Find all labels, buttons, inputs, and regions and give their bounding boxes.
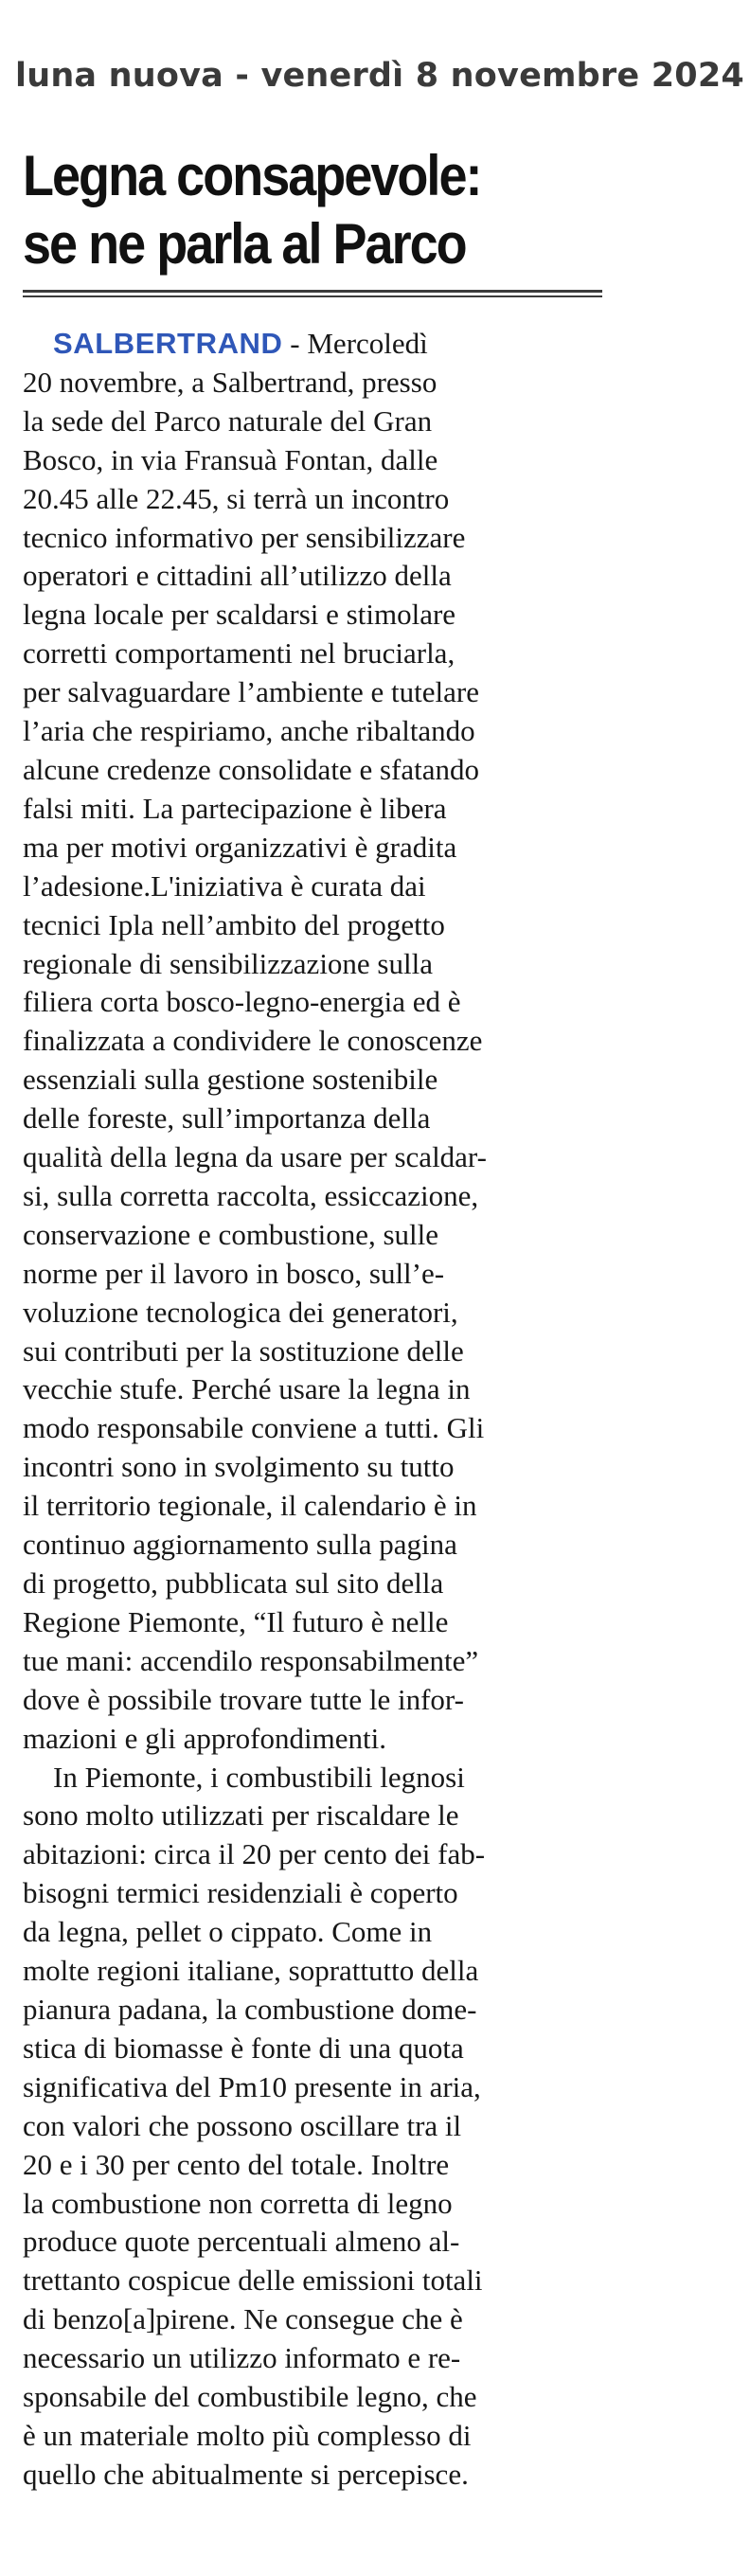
article-line: la combustione non corretta di legno bbox=[23, 2186, 453, 2220]
article-line: tue mani: accendilo responsabilmente” bbox=[23, 1643, 479, 1677]
article-line: abitazioni: circa il 20 per cento dei fab- bbox=[23, 1837, 486, 1871]
article-line: falsi miti. La partecipazione è libera bbox=[23, 791, 447, 825]
article-line: di benzo[a]pirene. Ne consegue che è bbox=[23, 2302, 463, 2336]
dateline: SALBERTRAND bbox=[53, 327, 283, 360]
article-line: legna locale per scaldarsi e stimolare bbox=[23, 598, 456, 632]
article-body bbox=[23, 325, 591, 2495]
article-line: continuo aggiornamento sulla pagina bbox=[23, 1528, 457, 1562]
article-line: bisogni termici residenziali è coperto bbox=[23, 1876, 458, 1910]
article-line: filiera corta bosco-legno-energia ed è bbox=[23, 985, 461, 1019]
article-line: qualità della legna da usare per scaldar- bbox=[23, 1140, 487, 1174]
article-line: alcune credenze consolidate e sfatando bbox=[23, 752, 479, 786]
article-line: trettanto cospicue delle emissioni totali bbox=[23, 2263, 483, 2298]
article-line: vecchie stufe. Perché usare la legna in bbox=[23, 1372, 471, 1406]
article-line: mazioni e gli approfondimenti. bbox=[23, 1721, 386, 1755]
article-line: da legna, pellet o cippato. Come in bbox=[23, 1915, 433, 1949]
article-line: Regione Piemonte, “Il futuro è nelle bbox=[23, 1604, 449, 1638]
article-line: molte regioni italiane, soprattutto della bbox=[23, 1954, 479, 1988]
article-line: incontri sono in svolgimento su tutto bbox=[23, 1450, 455, 1484]
headline-rule-top bbox=[23, 290, 602, 293]
article-line: per salvaguardare l’ambiente e tutelare bbox=[23, 675, 479, 709]
article-line: produce quote percentuali almeno al- bbox=[23, 2225, 460, 2259]
headline-rule-bottom bbox=[23, 295, 602, 297]
article-line: Bosco, in via Fransuà Fontan, dalle bbox=[23, 442, 438, 476]
headline bbox=[23, 142, 543, 278]
headline-line-1: Legna consapevole: bbox=[23, 144, 481, 207]
headline-line-2: se ne parla al Parco bbox=[23, 212, 466, 276]
article-line: significativa del Pm10 presente in aria, bbox=[23, 2069, 481, 2103]
article-line: stica di biomasse è fonte di una quota bbox=[23, 2030, 464, 2065]
article-line: corretti comportamenti nel bruciarla, bbox=[23, 636, 455, 671]
article-line: sui contributi per la sostituzione delle bbox=[23, 1333, 464, 1368]
article-line: dove è possibile trovare tutte le infor- bbox=[23, 1682, 464, 1716]
article-line: modo responsabile conviene a tutti. Gli bbox=[23, 1411, 485, 1445]
article-line-text: - Mercoledì bbox=[282, 327, 428, 360]
article-line: il territorio tegionale, il calendario è in bbox=[23, 1489, 477, 1523]
article-line: In Piemonte, i combustibili legnosi bbox=[53, 1760, 465, 1794]
article-line: regionale di sensibilizzazione sulla bbox=[23, 946, 433, 980]
article-line: norme per il lavoro in bosco, sull’e- bbox=[23, 1256, 445, 1290]
article-line: 20 novembre, a Salbertrand, presso bbox=[23, 365, 438, 399]
article-line: 20 e i 30 per cento del totale. Inoltre bbox=[23, 2147, 450, 2181]
article-line: è un materiale molto più complesso di bbox=[23, 2418, 472, 2452]
article-line: si, sulla corretta raccolta, essiccazione, bbox=[23, 1178, 479, 1212]
article-line: conservazione e combustione, sulle bbox=[23, 1217, 439, 1251]
masthead: luna nuova - venerdì 8 novembre 2024 bbox=[15, 57, 744, 95]
article-line: l’adesione.L'iniziativa è curata dai bbox=[23, 868, 426, 903]
article-line: ma per motivi organizzativi è gradita bbox=[23, 830, 457, 864]
article-line: pianura padana, la combustione dome- bbox=[23, 1992, 477, 2026]
article-line: voluzione tecnologica dei generatori, bbox=[23, 1295, 458, 1329]
article-line: sponsabile del combustibile legno, che bbox=[23, 2380, 477, 2414]
article-line: la sede del Parco naturale del Gran bbox=[23, 403, 433, 438]
article-line bbox=[23, 325, 591, 364]
article-line: essenziali sulla gestione sostenibile bbox=[23, 1063, 438, 1097]
article-line: tecnici Ipla nell’ambito del progetto bbox=[23, 907, 445, 941]
article-line: delle foreste, sull’importanza della bbox=[23, 1101, 431, 1136]
article-line: l’aria che respiriamo, anche ribaltando bbox=[23, 714, 475, 748]
article-line: quello che abitualmente si percepisce. bbox=[23, 2457, 469, 2491]
article-line: operatori e cittadini all’utilizzo della bbox=[23, 559, 452, 593]
article-line: sono molto utilizzati per riscaldare le bbox=[23, 1798, 459, 1833]
article-line: con valori che possono oscillare tra il bbox=[23, 2108, 462, 2142]
article-line: di progetto, pubblicata sul sito della bbox=[23, 1566, 444, 1600]
article-line: necessario un utilizzo informato e re- bbox=[23, 2341, 461, 2375]
article-line: tecnico informativo per sensibilizzare bbox=[23, 520, 466, 554]
article-line: finalizzata a condividere le conoscenze bbox=[23, 1024, 483, 1058]
article-line: 20.45 alle 22.45, si terrà un incontro bbox=[23, 481, 450, 515]
